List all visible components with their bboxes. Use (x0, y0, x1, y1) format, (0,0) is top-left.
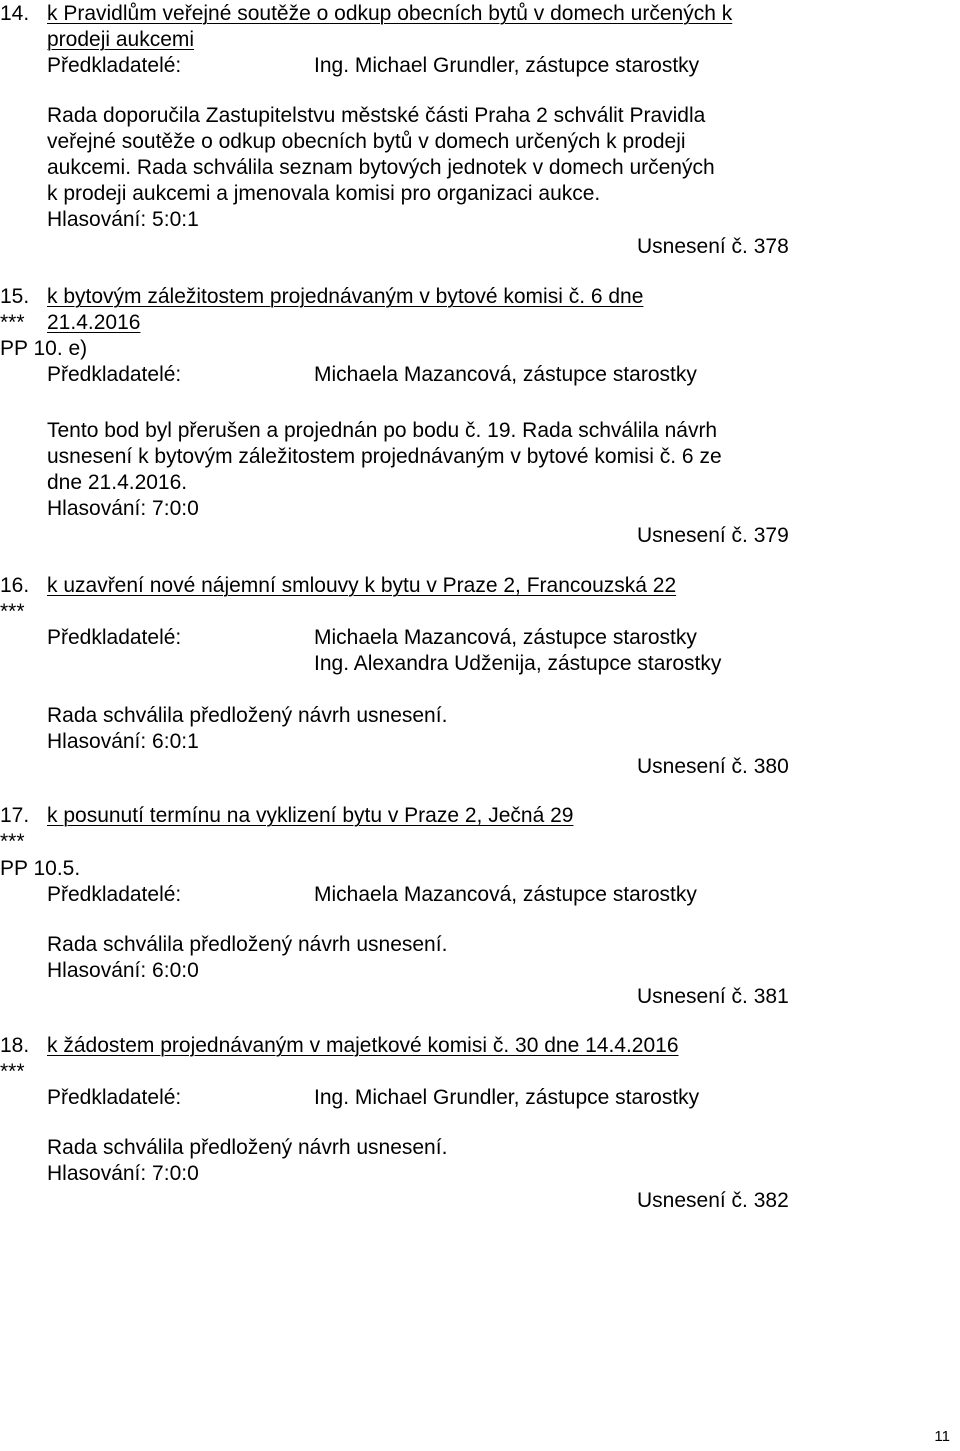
resolution-number: Usnesení č. 382 (637, 1189, 789, 1212)
resolution-number: Usnesení č. 379 (637, 524, 789, 547)
body-text-line: Rada schválila předložený návrh usnesení. (47, 704, 448, 727)
item-number: 15. (0, 285, 30, 308)
presenter-name: Ing. Alexandra Udženija, zástupce starostky (314, 652, 722, 675)
presenter-label: Předkladatelé: (47, 1086, 182, 1109)
item-title-line: k posunutí termínu na vyklizení bytu v Praze 2, Ječná 29 (47, 804, 574, 827)
item-number: 16. (0, 574, 30, 597)
item-number: 18. (0, 1034, 30, 1057)
body-text-line: Rada schválila předložený návrh usnesení. (47, 933, 448, 956)
item-title-line: prodeji aukcemi (47, 28, 195, 51)
body-text-line: k prodeji aukcemi a jmenovala komisi pro organizaci aukce. (47, 182, 601, 205)
presenter-label: Předkladatelé: (47, 54, 182, 77)
item-title-line: k Pravidlům veřejné soutěže o odkup obecních bytů v domech určených k (47, 2, 733, 25)
item-title-line: k bytovým záležitostem projednávaným v bytové komisi č. 6 dne (47, 285, 644, 308)
body-text-line: usnesení k bytovým záležitostem projednávaným v bytové komisi č. 6 ze (47, 445, 722, 468)
presenter-name: Michaela Mazancová, zástupce starostky (314, 363, 697, 386)
body-text-line: Rada schválila předložený návrh usnesení. (47, 1136, 448, 1159)
item-title-line: 21.4.2016 (47, 311, 141, 334)
vote-result: Hlasování: 7:0:0 (47, 1162, 199, 1185)
priority-stars: *** (0, 830, 25, 853)
presenter-name: Ing. Michael Grundler, zástupce starostky (314, 54, 700, 77)
item-title-line: k žádostem projednávaným v majetkové komisi č. 30 dne 14.4.2016 (47, 1034, 679, 1057)
priority-stars: *** (0, 1060, 25, 1083)
resolution-number: Usnesení č. 381 (637, 985, 789, 1008)
body-text-line: aukcemi. Rada schválila seznam bytových jednotek v domech určených (47, 156, 715, 179)
body-text-line: dne 21.4.2016. (47, 471, 188, 494)
vote-result: Hlasování: 5:0:1 (47, 208, 199, 231)
vote-result: Hlasování: 7:0:0 (47, 497, 199, 520)
presenter-label: Předkladatelé: (47, 626, 182, 649)
priority-stars: *** (0, 311, 25, 334)
presenter-label: Předkladatelé: (47, 363, 182, 386)
item-title-line: k uzavření nové nájemní smlouvy k bytu v Praze 2, Francouzská 22 (47, 574, 677, 597)
item-number: 17. (0, 804, 30, 827)
item-number: 14. (0, 2, 30, 25)
presenter-label: Předkladatelé: (47, 883, 182, 906)
page-number: 11 (934, 1428, 950, 1445)
resolution-number: Usnesení č. 380 (637, 755, 789, 778)
body-text-line: Tento bod byl přerušen a projednán po bodu č. 19. Rada schválila návrh (47, 419, 718, 442)
presenter-name: Ing. Michael Grundler, zástupce starostky (314, 1086, 700, 1109)
vote-result: Hlasování: 6:0:0 (47, 959, 199, 982)
body-text-line: veřejné soutěže o odkup obecních bytů v domech určených k prodeji (47, 130, 686, 153)
presenter-name: Michaela Mazancová, zástupce starostky (314, 626, 697, 649)
presenter-name: Michaela Mazancová, zástupce starostky (314, 883, 697, 906)
resolution-number: Usnesení č. 378 (637, 235, 789, 258)
body-text-line: Rada doporučila Zastupitelstvu městské části Praha 2 schválit Pravidla (47, 104, 706, 127)
pp-reference: PP 10.5. (0, 857, 81, 880)
pp-reference: PP 10. e) (0, 337, 88, 360)
priority-stars: *** (0, 600, 25, 623)
vote-result: Hlasování: 6:0:1 (47, 730, 199, 753)
